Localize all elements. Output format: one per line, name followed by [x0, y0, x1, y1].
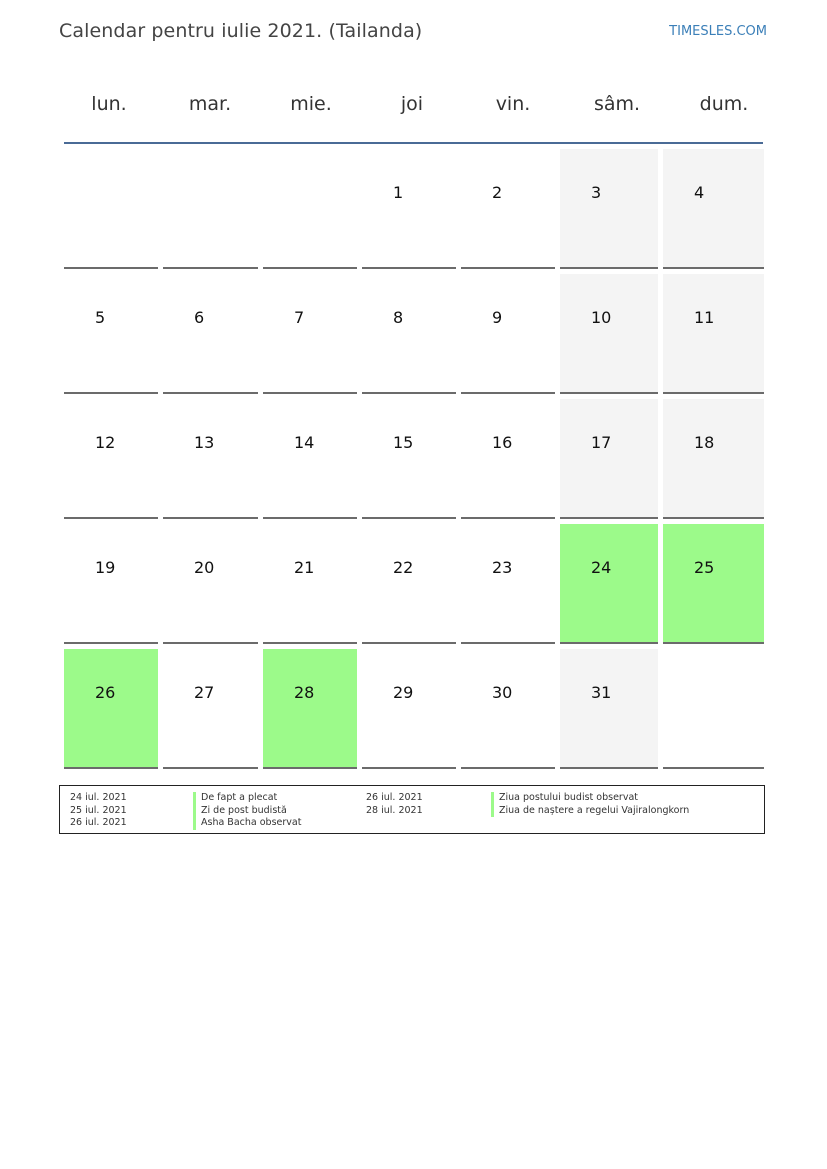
- day-number: 21: [294, 558, 315, 577]
- calendar-empty-cell: [263, 149, 357, 269]
- calendar-empty-cell: [663, 649, 764, 769]
- legend-holiday-name: Zi de post budistă: [193, 805, 301, 818]
- page-title: Calendar pentru iulie 2021. (Tailanda): [59, 20, 423, 42]
- day-number: 28: [294, 683, 315, 702]
- day-number: 3: [591, 183, 602, 202]
- calendar-day-cell: [461, 399, 555, 519]
- legend-holiday-name: De fapt a plecat: [193, 792, 301, 805]
- weekday-header: [60, 78, 766, 142]
- day-number: 31: [591, 683, 612, 702]
- day-number: 1: [393, 183, 404, 202]
- calendar-day-cell: [263, 274, 357, 394]
- calendar-day-cell: [263, 649, 357, 769]
- day-number: 13: [194, 433, 215, 452]
- calendar-day-cell: [64, 399, 158, 519]
- calendar-day-cell: [362, 149, 456, 269]
- day-number: 6: [194, 308, 205, 327]
- weekday-label: mar.: [188, 93, 232, 115]
- calendar-day-cell: [163, 399, 258, 519]
- calendar-day-cell: [560, 524, 658, 644]
- weekday-label: mie.: [290, 93, 332, 115]
- calendar-day-cell: [663, 399, 764, 519]
- calendar-day-cell: [663, 149, 764, 269]
- day-number: 2: [492, 183, 503, 202]
- calendar-day-cell: [461, 524, 555, 644]
- calendar-day-cell: [663, 274, 764, 394]
- legend-holiday-name: Ziua de naștere a regelui Vajiralongkorn: [491, 805, 689, 818]
- legend-holiday-name: Asha Bacha observat: [193, 817, 301, 830]
- day-number: 15: [393, 433, 414, 452]
- day-number: 23: [492, 558, 513, 577]
- legend-date: 25 iul. 2021: [70, 804, 127, 816]
- calendar-day-cell: [163, 274, 258, 394]
- day-number: 14: [294, 433, 315, 452]
- legend-left-dates: [70, 792, 127, 830]
- weekday-label: dum.: [699, 93, 749, 115]
- day-number: 29: [393, 683, 414, 702]
- calendar-day-cell: [163, 649, 258, 769]
- calendar-day-cell: [461, 274, 555, 394]
- day-number: 7: [294, 308, 305, 327]
- calendar-day-cell: [64, 649, 158, 769]
- legend-holiday-name: Ziua postului budist observat: [491, 792, 689, 805]
- day-number: 25: [694, 558, 715, 577]
- day-number: 16: [492, 433, 513, 452]
- calendar-day-cell: [362, 274, 456, 394]
- calendar-day-cell: [362, 524, 456, 644]
- legend-right-dates: [366, 792, 423, 817]
- calendar-day-cell: [461, 149, 555, 269]
- legend-left-names: [193, 792, 301, 830]
- calendar-day-cell: [163, 524, 258, 644]
- holiday-legend: [59, 785, 765, 834]
- calendar-day-cell: [560, 649, 658, 769]
- day-number: 22: [393, 558, 414, 577]
- calendar-day-cell: [663, 524, 764, 644]
- day-number: 12: [95, 433, 116, 452]
- calendar-day-cell: [461, 649, 555, 769]
- day-number: 4: [694, 183, 705, 202]
- day-number: 20: [194, 558, 215, 577]
- day-number: 24: [591, 558, 612, 577]
- weekday-label: joi: [400, 93, 424, 115]
- legend-date: 28 iul. 2021: [366, 804, 423, 816]
- legend-date: 24 iul. 2021: [70, 792, 127, 803]
- calendar-empty-cell: [163, 149, 258, 269]
- day-number: 27: [194, 683, 215, 702]
- day-number: 17: [591, 433, 612, 452]
- legend-right-names: [491, 792, 689, 817]
- day-number: 10: [591, 308, 612, 327]
- day-number: 5: [95, 308, 106, 327]
- weekday-label: sâm.: [593, 93, 641, 115]
- weekday-label: vin.: [495, 93, 531, 115]
- calendar-day-cell: [263, 399, 357, 519]
- day-number: 11: [694, 308, 715, 327]
- calendar-day-cell: [64, 274, 158, 394]
- calendar-day-cell: [64, 524, 158, 644]
- calendar-empty-cell: [64, 149, 158, 269]
- header-divider: [64, 142, 763, 144]
- legend-date: 26 iul. 2021: [366, 792, 423, 803]
- day-number: 18: [694, 433, 715, 452]
- calendar-day-cell: [560, 274, 658, 394]
- day-number: 19: [95, 558, 116, 577]
- calendar-day-cell: [362, 649, 456, 769]
- weekday-label: lun.: [91, 93, 127, 115]
- calendar-day-cell: [560, 149, 658, 269]
- calendar-day-cell: [362, 399, 456, 519]
- calendar-day-cell: [263, 524, 357, 644]
- brand-link[interactable]: TIMESLES.COM: [669, 24, 767, 39]
- legend-date: 26 iul. 2021: [70, 817, 127, 828]
- calendar-day-cell: [560, 399, 658, 519]
- day-number: 8: [393, 308, 404, 327]
- day-number: 26: [95, 683, 116, 702]
- calendar-grid: [64, 149, 763, 769]
- day-number: 9: [492, 308, 503, 327]
- day-number: 30: [492, 683, 513, 702]
